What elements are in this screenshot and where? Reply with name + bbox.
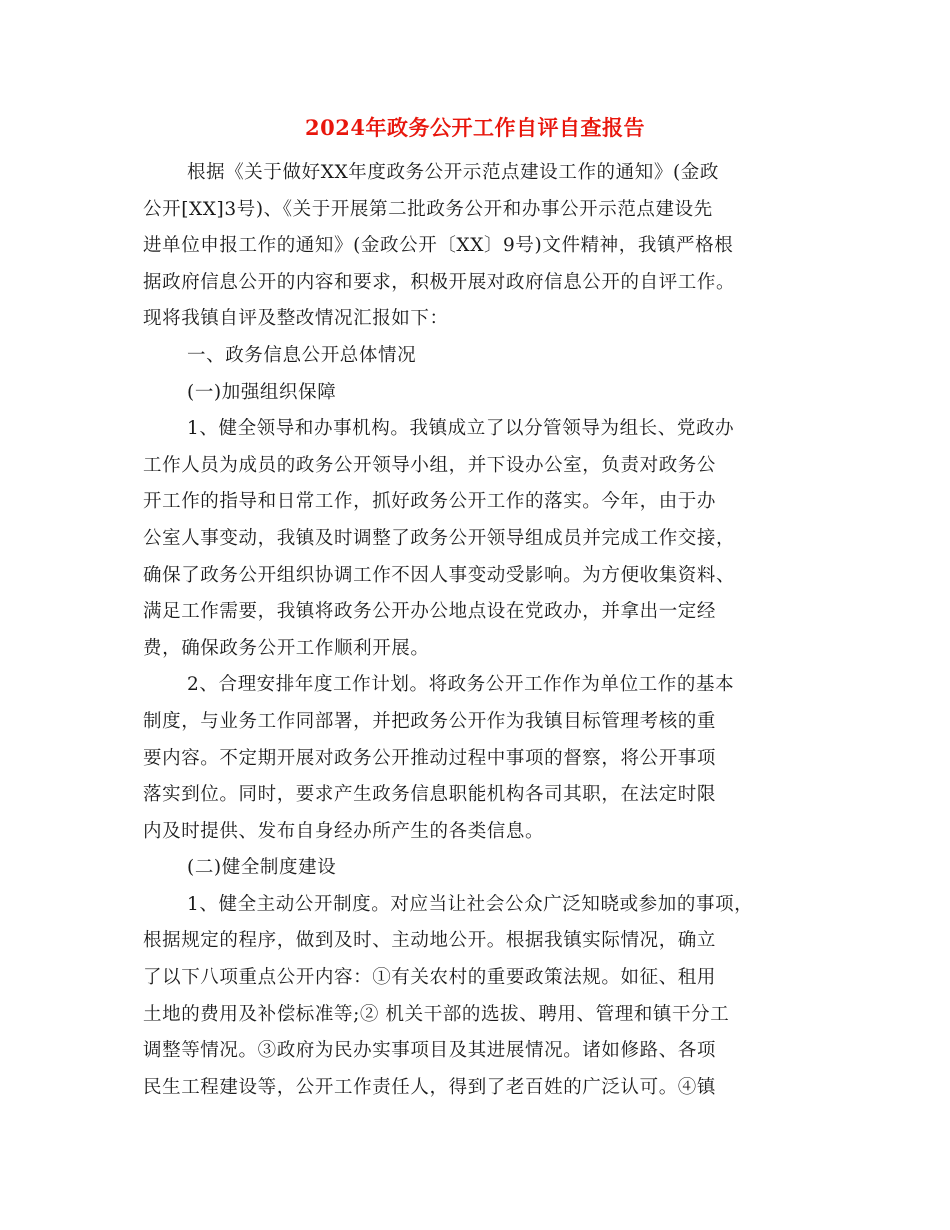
text-line: 内及时提供、发布自身经办所产生的各类信息。 [143, 820, 545, 842]
text-line: 一、政务信息公开总体情况 [187, 344, 417, 366]
text-line: 根据《关于做好XX年度政务公开示范点建设工作的通知》(金政 [187, 162, 719, 183]
text-line: 满足工作需要，我镇将政务公开办公地点设在党政办，并拿出一定经 [143, 601, 717, 623]
text-line: 1、健全主动公开制度。对应当让社会公众广泛知晓或参加的事项， [187, 893, 754, 915]
text-line: 要内容。不定期开展对政务公开推动过程中事项的督察，将公开事项 [143, 747, 717, 769]
text-line: 现将我镇自评及整改情况汇报如下： [143, 308, 449, 330]
text-line: 公室人事变动，我镇及时调整了政务公开领导组成员并完成工作交接， [143, 527, 736, 549]
text-line: 费，确保政务公开工作顺利开展。 [143, 637, 430, 659]
text-line: (二)健全制度建设 [187, 857, 337, 879]
text-line: 公开[XX]3号)、《关于开展第二批政务公开和办事公开示范点建设先 [143, 198, 713, 220]
text-line: 土地的费用及补偿标准等;② 机关干部的选拔、聘用、管理和镇干分工 [143, 1003, 730, 1025]
text-line: (一)加强组织保障 [187, 381, 337, 403]
text-line: 开工作的指导和日常工作，抓好政务公开工作的落实。今年，由于办 [143, 491, 717, 513]
text-line: 制度，与业务工作同部署，并把政务公开作为我镇目标管理考核的重 [143, 710, 717, 732]
text-line: 了以下八项重点公开内容：①有关农村的重要政策法规。如征、租用 [143, 967, 717, 989]
text-line: 确保了政务公开组织协调工作不因人事变动受影响。为方便收集资料、 [143, 564, 736, 586]
text-line: 1、健全领导和办事机构。我镇成立了以分管领导为组长、党政办 [187, 418, 735, 440]
document-body [143, 155, 823, 1106]
text-line: 2、合理安排年度工作计划。将政务公开工作作为单位工作的基本 [187, 674, 735, 696]
text-line: 根据规定的程序，做到及时、主动地公开。根据我镇实际情况，确立 [143, 930, 717, 952]
text-line: 落实到位。同时，要求产生政务信息职能机构各司其职，在法定时限 [143, 784, 717, 806]
text-line: 民生工程建设等，公开工作责任人，得到了老百姓的广泛认可。④镇 [143, 1076, 717, 1098]
text-line: 调整等情况。③政府为民办实事项目及其进展情况。诸如修路、各项 [143, 1040, 717, 1062]
text-line: 工作人员为成员的政务公开领导小组，并下设办公室，负责对政务公 [143, 454, 717, 476]
text-line: 进单位申报工作的通知》(金政公开〔XX〕9号)文件精神，我镇严格根 [143, 235, 734, 257]
text-line: 据政府信息公开的内容和要求，积极开展对政府信息公开的自评工作。 [143, 271, 736, 293]
document-title: 2024年政务公开工作自评自查报告 [305, 115, 645, 140]
